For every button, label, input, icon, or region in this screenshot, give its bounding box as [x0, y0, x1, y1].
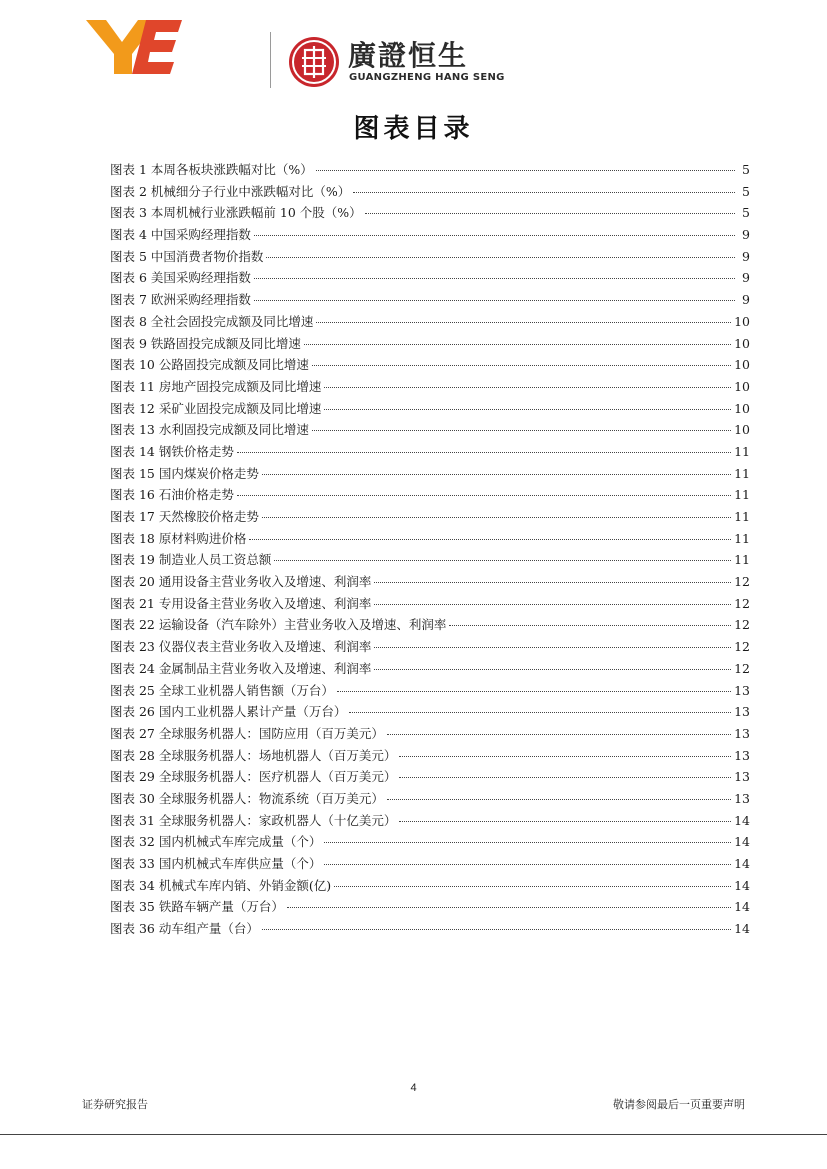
toc-entry[interactable] [110, 268, 750, 290]
report-header [86, 14, 505, 83]
toc-leader-dots [337, 690, 731, 692]
toc-leader-dots [374, 646, 731, 648]
toc-leader-dots [237, 494, 731, 496]
toc-entry-label[interactable]: 图表 6 美国采购经理指数 [110, 270, 251, 286]
toc-entry-page[interactable]: 12 [734, 617, 750, 633]
toc-leader-dots [312, 364, 731, 366]
toc-entry-page[interactable]: 11 [734, 487, 750, 503]
toc-entry-page[interactable]: 11 [734, 509, 750, 524]
toc-entry-label[interactable]: 图表 25 全球工业机器人销售额（万台） [110, 682, 334, 698]
toc-entry-page[interactable]: 13 [734, 704, 750, 720]
toc-entry-label[interactable]: 图表 10 公路固投完成额及同比增速 [110, 357, 309, 373]
toc-entry[interactable] [110, 529, 750, 551]
seal-logo-icon [288, 36, 340, 88]
toc-entry-label[interactable]: 图表 32 国内机械式车库完成量（个） [110, 834, 322, 850]
toc-leader-dots [324, 863, 731, 865]
toc-leader-dots [274, 559, 731, 561]
toc-entry[interactable] [110, 507, 750, 529]
toc-leader-dots [254, 234, 735, 236]
toc-entry-page[interactable]: 14 [734, 812, 750, 828]
toc-entry-page[interactable]: 13 [734, 747, 750, 763]
toc-entry-page[interactable]: 12 [734, 595, 750, 611]
toc-leader-dots [262, 516, 731, 518]
toc-entry[interactable] [110, 637, 750, 659]
toc-entry-page[interactable]: 14 [734, 877, 750, 893]
toc-entry-label[interactable]: 图表 5 中国消费者物价指数 [110, 248, 264, 264]
toc-entry-page[interactable]: 9 [742, 227, 750, 243]
footer-disclaimer: 敬请参阅最后一页重要声明 [613, 1098, 745, 1111]
toc-entry-label[interactable]: 图表 9 铁路固投完成额及同比增速 [110, 335, 301, 351]
toc-entry-page[interactable]: 13 [734, 725, 750, 741]
toc-entry-page[interactable]: 13 [734, 769, 750, 785]
toc-entry-page[interactable]: 11 [734, 530, 750, 546]
toc-entry[interactable] [110, 225, 750, 247]
toc-entry-label[interactable]: 图表 23 仪器仪表主营业务收入及增速、利润率 [110, 639, 372, 655]
toc-entry-label[interactable]: 图表 14 钢铁价格走势 [110, 443, 234, 459]
toc-leader-dots [316, 321, 731, 323]
toc-entry[interactable] [110, 312, 750, 334]
brand-name-en: GUANGZHENG HANG SENG [349, 72, 505, 83]
toc-leader-dots [312, 429, 731, 431]
brand-name-cn: 廣證恒生 [348, 39, 469, 72]
toc-entry-page[interactable]: 13 [734, 790, 750, 806]
toc-leader-dots [374, 668, 731, 670]
toc-entry-page[interactable]: 10 [734, 313, 750, 329]
toc-entry[interactable] [110, 659, 750, 681]
toc-entry-page[interactable]: 5 [742, 183, 750, 199]
toc-leader-dots [353, 191, 735, 193]
toc-entry[interactable] [110, 203, 750, 225]
toc-entry-label[interactable]: 图表 1 本周各板块涨跌幅对比（%） [110, 162, 313, 177]
toc-leader-dots [365, 212, 735, 214]
toc-entry[interactable] [110, 160, 750, 182]
toc-entry[interactable] [110, 290, 750, 312]
toc-entry-page[interactable]: 5 [742, 205, 750, 221]
toc-entry-page[interactable]: 12 [734, 639, 750, 655]
toc-entry-label[interactable]: 图表 34 机械式车库内销、外销金额(亿) [110, 877, 332, 893]
toc-entry-label[interactable]: 图表 16 石油价格走势 [110, 487, 234, 503]
footer-report-type: 证券研究报告 [82, 1098, 148, 1111]
toc-entry-page[interactable]: 5 [742, 162, 750, 177]
page-number: 4 [410, 1082, 417, 1094]
toc-entry-page[interactable]: 10 [734, 335, 750, 351]
toc-entry-page[interactable]: 11 [734, 552, 750, 568]
toc-entry-label[interactable]: 图表 8 全社会固投完成额及同比增速 [110, 313, 314, 329]
toc-entry[interactable] [110, 702, 750, 724]
toc-entry-label[interactable]: 图表 30 全球服务机器人：物流系统（百万美元） [110, 790, 384, 806]
toc-leader-dots [324, 386, 731, 388]
toc-entry-label[interactable]: 图表 26 国内工业机器人累计产量（万台） [110, 704, 347, 720]
toc-entry[interactable] [110, 485, 750, 507]
toc-entry-label[interactable]: 图表 22 运输设备（汽车除外）主营业务收入及增速、利润率 [110, 617, 447, 633]
toc-leader-dots [304, 343, 731, 345]
toc-entry-page[interactable]: 11 [734, 443, 750, 459]
toc-leader-dots [399, 776, 731, 778]
toc-entry-page[interactable]: 14 [734, 921, 750, 937]
toc-leader-dots [374, 603, 731, 605]
toc-entry[interactable] [110, 399, 750, 421]
page-title: 图表目录 [353, 114, 474, 144]
toc-entry-page[interactable]: 10 [734, 378, 750, 394]
toc-entry[interactable] [110, 247, 750, 269]
toc-entry-page[interactable]: 14 [734, 856, 750, 871]
toc-entry[interactable] [110, 789, 750, 811]
toc-leader-dots [399, 820, 731, 822]
toc-entry[interactable] [110, 572, 750, 594]
toc-entry[interactable] [110, 550, 750, 572]
toc-entry-label[interactable]: 图表 15 国内煤炭价格走势 [110, 465, 259, 481]
toc-entry-label[interactable]: 图表 11 房地产固投完成额及同比增速 [110, 378, 322, 394]
toc-entry[interactable] [110, 876, 750, 898]
toc-entry[interactable] [110, 897, 750, 919]
toc-entry-page[interactable]: 10 [734, 357, 750, 373]
toc-entry[interactable] [110, 182, 750, 204]
toc-leader-dots [266, 256, 735, 258]
logo-divider [270, 32, 271, 88]
toc-entry-label[interactable]: 图表 31 全球服务机器人：家政机器人（十亿美元） [110, 812, 397, 828]
toc-leader-dots [237, 451, 731, 453]
toc-entry-label[interactable]: 图表 17 天然橡胶价格走势 [110, 509, 259, 524]
toc-entry-label[interactable]: 图表 28 全球服务机器人：场地机器人（百万美元） [110, 747, 397, 763]
toc-entry[interactable] [110, 919, 750, 941]
toc-entry[interactable] [110, 442, 750, 464]
toc-leader-dots [374, 581, 731, 583]
toc-entry-page[interactable]: 13 [734, 682, 750, 698]
toc-entry-page[interactable]: 11 [734, 465, 750, 481]
toc-entry-page[interactable]: 12 [734, 660, 750, 676]
toc-entry-label[interactable]: 图表 36 动车组产量（台） [110, 921, 259, 937]
toc-entry-label[interactable]: 图表 7 欧洲采购经理指数 [110, 292, 251, 308]
toc-entry[interactable] [110, 355, 750, 377]
footer-divider [0, 1134, 827, 1135]
toc-entry-page[interactable]: 12 [734, 574, 750, 590]
toc-entry[interactable] [110, 464, 750, 486]
toc-entry-page[interactable]: 10 [734, 400, 750, 416]
toc-entry[interactable] [110, 767, 750, 789]
toc-leader-dots [262, 928, 731, 930]
toc-entry[interactable] [110, 681, 750, 703]
toc-entry[interactable] [110, 832, 750, 854]
toc-entry-page[interactable]: 9 [742, 270, 750, 286]
toc-leader-dots [387, 733, 731, 735]
toc-entry[interactable] [110, 615, 750, 637]
toc-entry-label[interactable]: 图表 20 通用设备主营业务收入及增速、利润率 [110, 574, 372, 590]
toc-leader-dots [399, 755, 731, 757]
toc-leader-dots [254, 277, 735, 279]
toc-entry[interactable] [110, 746, 750, 768]
toc-entry[interactable] [110, 334, 750, 356]
toc-entry-label[interactable]: 图表 4 中国采购经理指数 [110, 227, 251, 243]
toc-entry-label[interactable]: 图表 35 铁路车辆产量（万台） [110, 899, 284, 915]
toc-entry[interactable] [110, 854, 750, 876]
toc-entry-page[interactable]: 10 [734, 422, 750, 438]
table-of-figures [110, 160, 750, 941]
toc-entry-label[interactable]: 图表 3 本周机械行业涨跌幅前 10 个股（%） [110, 205, 362, 221]
toc-leader-dots [387, 798, 731, 800]
toc-entry-page[interactable]: 14 [734, 899, 750, 915]
toc-entry[interactable] [110, 594, 750, 616]
toc-entry-label[interactable]: 图表 24 金属制品主营业务收入及增速、利润率 [110, 660, 372, 676]
toc-entry-page[interactable]: 9 [742, 248, 750, 264]
toc-leader-dots [324, 408, 731, 410]
toc-entry-label[interactable]: 图表 2 机械细分子行业中涨跌幅对比（%） [110, 183, 351, 199]
toc-entry[interactable] [110, 811, 750, 833]
toc-entry[interactable] [110, 420, 750, 442]
toc-entry-label[interactable]: 图表 33 国内机械式车库供应量（个） [110, 856, 322, 871]
toc-leader-dots [249, 538, 731, 540]
toc-leader-dots [262, 473, 731, 475]
toc-leader-dots [449, 624, 731, 626]
ye-logo-icon [86, 18, 182, 76]
toc-leader-dots [287, 906, 731, 908]
toc-entry-label[interactable]: 图表 21 专用设备主营业务收入及增速、利润率 [110, 595, 372, 611]
toc-leader-dots [349, 711, 731, 713]
toc-entry-label[interactable]: 图表 29 全球服务机器人：医疗机器人（百万美元） [110, 769, 397, 785]
toc-entry-label[interactable]: 图表 18 原材料购进价格 [110, 530, 247, 546]
toc-entry-page[interactable]: 9 [742, 292, 750, 308]
toc-entry[interactable] [110, 377, 750, 399]
toc-leader-dots [254, 299, 735, 301]
toc-leader-dots [324, 841, 731, 843]
toc-leader-dots [316, 169, 735, 171]
toc-leader-dots [334, 885, 731, 887]
toc-entry-label[interactable]: 图表 19 制造业人员工资总额 [110, 552, 272, 568]
toc-entry[interactable] [110, 724, 750, 746]
toc-entry-label[interactable]: 图表 12 采矿业固投完成额及同比增速 [110, 400, 322, 416]
toc-entry-label[interactable]: 图表 27 全球服务机器人：国防应用（百万美元） [110, 725, 384, 741]
toc-entry-page[interactable]: 14 [734, 834, 750, 850]
toc-entry-label[interactable]: 图表 13 水利固投完成额及同比增速 [110, 422, 309, 438]
